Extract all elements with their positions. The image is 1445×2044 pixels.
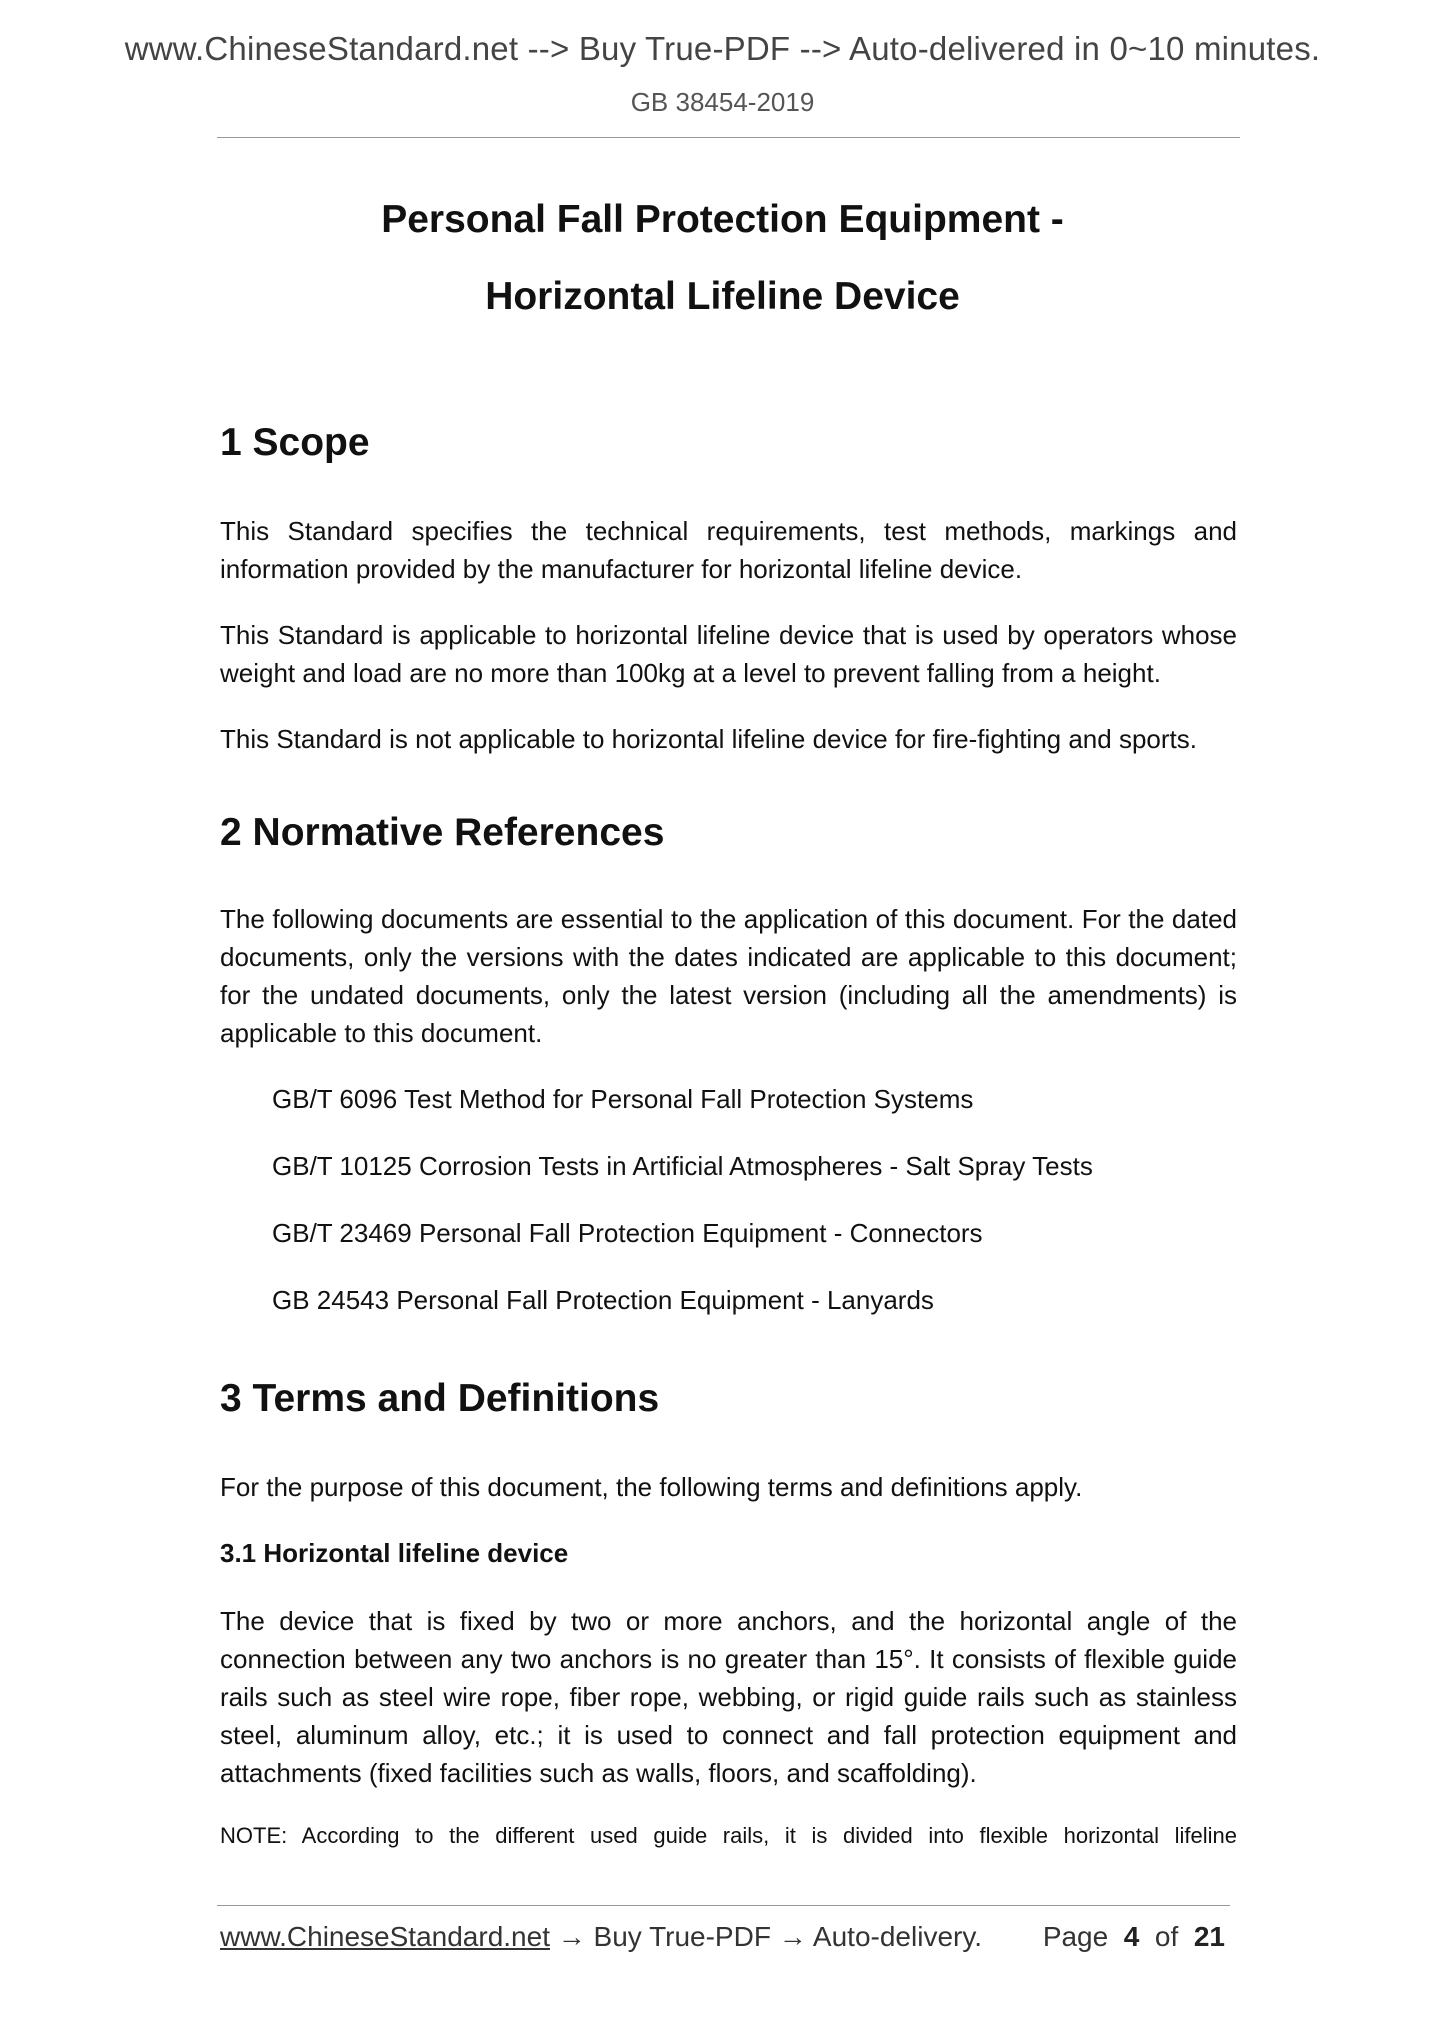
of-label: of: [1154, 1921, 1179, 1952]
section-heading-normative-references: 2 Normative References: [220, 811, 665, 854]
header-divider: [217, 137, 1240, 138]
scope-paragraph-3: This Standard is not applicable to horizontal lifeline device for fire-fighting and sports.: [220, 724, 1197, 754]
reference-item: GB/T 6096 Test Method for Personal Fall Protection Systems: [272, 1084, 974, 1114]
section-heading-terms-definitions: 3 Terms and Definitions: [220, 1377, 660, 1420]
standard-code: GB 38454-2019: [630, 87, 815, 117]
footer-promo-text: → Buy True-PDF → Auto-delivery.: [549, 1921, 983, 1952]
footer-divider: [217, 1905, 1230, 1906]
document-body: [220, 418, 1237, 1852]
site-banner: www.ChineseStandard.net --> Buy True-PDF --> Auto-delivered in 0~10 minutes.: [124, 30, 1321, 67]
terms-intro-paragraph: For the purpose of this document, the following terms and definitions apply.: [220, 1472, 1083, 1502]
term-heading-horizontal-lifeline-device: 3.1 Horizontal lifeline device: [220, 1538, 569, 1568]
page-footer: [220, 1921, 1230, 1961]
reference-item: GB 24543 Personal Fall Protection Equipment - Lanyards: [272, 1285, 934, 1315]
scope-paragraph-2: This Standard is applicable to horizontal lifeline device that is used by operators whose weight and load are no more than 100kg at a level to prevent falling from a height.: [220, 620, 1237, 688]
page-indicator: [1043, 1921, 1225, 1953]
footer-site-link[interactable]: www.ChineseStandard.net: [220, 1921, 550, 1952]
footer-promo: [220, 1921, 982, 1953]
page-label: Page: [1042, 1921, 1109, 1952]
term-note: NOTE: According to the different used guide rails, it is divided into flexible horizontal lifeline: [220, 1823, 1237, 1848]
current-page-number: 4: [1123, 1921, 1140, 1952]
reference-item: GB/T 23469 Personal Fall Protection Equipment - Connectors: [272, 1218, 983, 1248]
total-pages-number: 21: [1193, 1921, 1225, 1952]
reference-item: GB/T 10125 Corrosion Tests in Artificial Atmospheres - Salt Spray Tests: [272, 1151, 1093, 1181]
scope-paragraph-1: This Standard specifies the technical requirements, test methods, markings and information provided by the manufacturer for horizontal lifeline device.: [220, 516, 1237, 584]
document-title-line-2: Horizontal Lifeline Device: [485, 275, 960, 318]
document-title-line-1: Personal Fall Protection Equipment -: [381, 198, 1064, 241]
normative-intro-paragraph: The following documents are essential to the application of this document. For the dated documents, only the versions with the dates indicated are applicable to this document; for the undated documents, only the latest version (including all the amendments) is applicable to this document.: [220, 904, 1237, 1048]
term-definition-paragraph: The device that is fixed by two or more anchors, and the horizontal angle of the connection between any two anchors is no greater than 15°. It consists of flexible guide rails such as steel wire rope, fiber rope, webbing, or rigid guide rails such as stainless steel, aluminum alloy, etc.; it is used to connect and fall protection equipment and attachments (fixed facilities such as walls, floors, and scaffolding).: [220, 1606, 1237, 1788]
section-heading-scope: 1 Scope: [220, 421, 370, 464]
